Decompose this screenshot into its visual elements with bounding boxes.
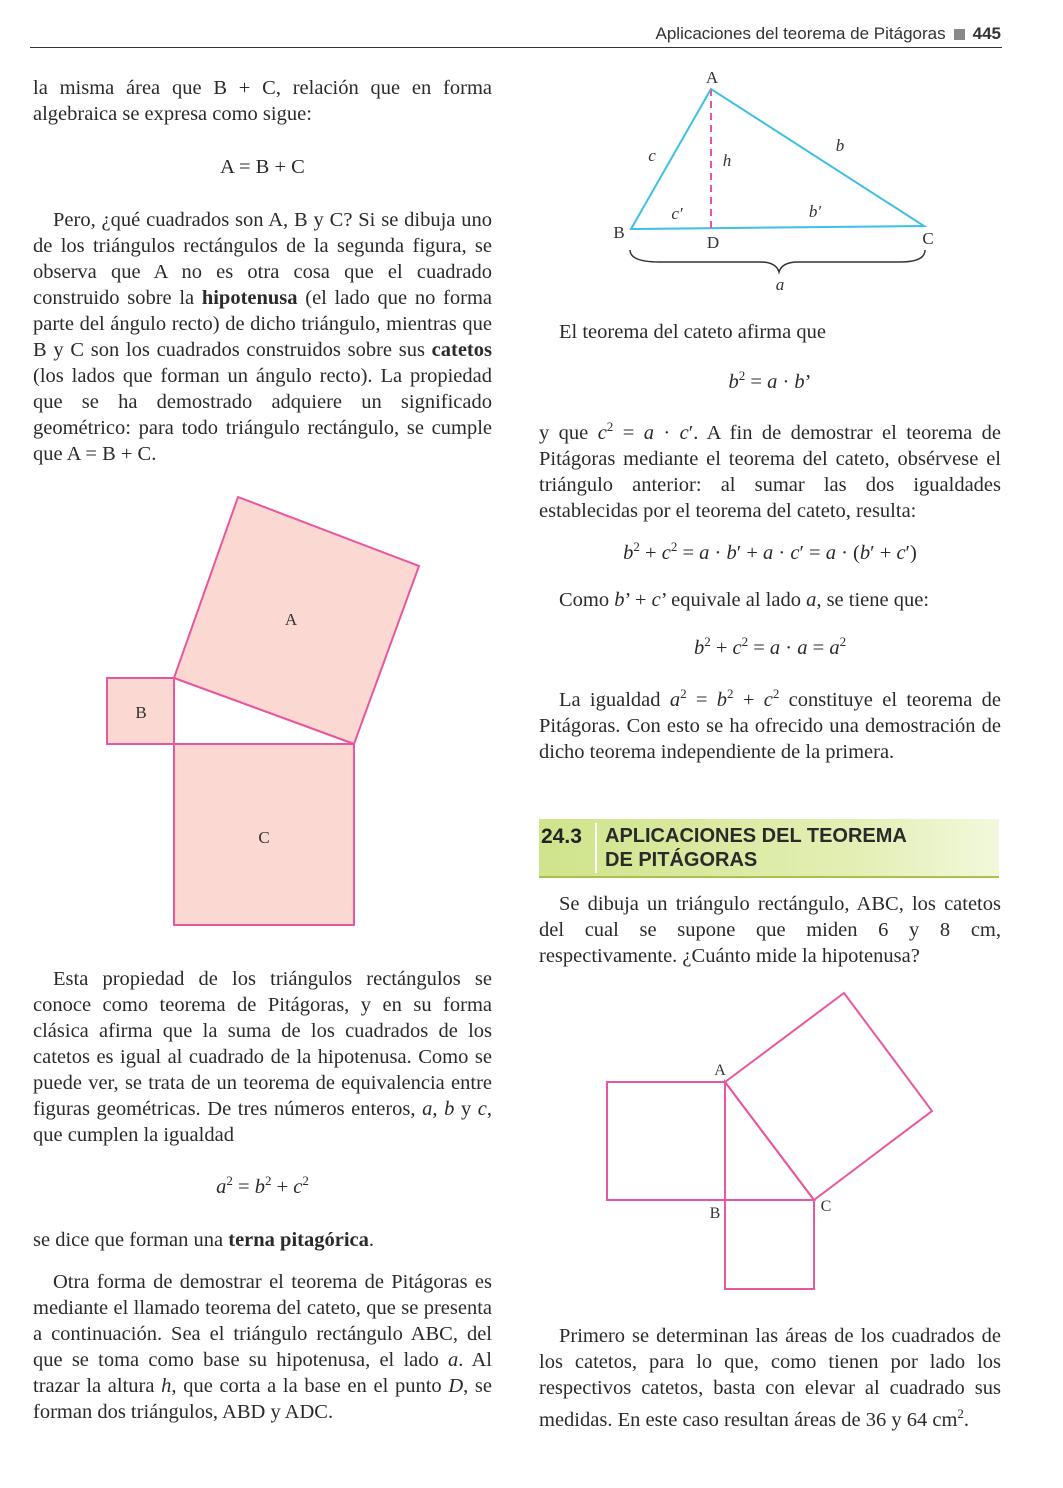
triangle-abc-small: [725, 1082, 814, 1200]
equation-a-bc: A = B + C: [220, 156, 305, 178]
section-title: [605, 824, 995, 872]
superscript: 2: [957, 1406, 964, 1421]
text-run: . A fin de demostrar el teorema de Pitágoras mediante el teorema del cateto, obsérvese el triángulo anterior: al sumar las dos igualdades establecidas por el teorema del cateto, resulta:: [539, 421, 1001, 522]
section-title-line-1: APLICACIONES DEL TEOREMA: [605, 825, 907, 847]
text-run: Otra forma de demostrar el teorema de Pitágoras es mediante el llamado teorema del cateto, que se presenta a continuación. Sea el triángulo rectángulo ABC, del que se toma como base su hipotenusa, el lado: [33, 1271, 492, 1371]
equation-cateto-b: $b^2 = a \cdot b$’: [728, 368, 812, 393]
paragraph-text: El teorema del cateto afirma que: [559, 321, 826, 343]
square-on-ab: [607, 1082, 725, 1200]
text-run: , se forman dos triángulos, ABD y ADC.: [33, 1375, 493, 1423]
label-A-small: A: [714, 1062, 726, 1079]
section-divider: [595, 823, 597, 873]
square-a-label: A: [284, 610, 298, 629]
text-run: Como: [559, 589, 615, 611]
text-run: .: [963, 1408, 970, 1431]
right-paragraph-4: [539, 681, 1001, 765]
text-run: equivale al lado: [666, 589, 807, 611]
square-c-label: C: [258, 828, 270, 847]
text-run: ,: [432, 1098, 445, 1120]
label-C: C: [922, 229, 934, 248]
figure-squares-abc: [100, 495, 430, 930]
label-b-prime: b′: [808, 202, 822, 221]
left-paragraph-4: [33, 1227, 492, 1253]
label-side-b: b: [835, 136, 845, 155]
paragraph-text: la misma área que B + C, relación que en forma algebraica se expresa como sigue:: [33, 77, 492, 125]
header-square-icon: [954, 29, 965, 40]
var-d: D: [448, 1375, 464, 1397]
text-run: , que cumplen la igualdad: [33, 1098, 493, 1146]
square-on-bc: [725, 1200, 814, 1289]
section-heading: [539, 819, 999, 878]
figure-squares-6-8: [600, 985, 945, 1295]
text-run: Pero, ¿qué cuadrados son A, B y C? Si se dibuja uno de los triángulos rectángulos de la segunda figura, se observa que A no es otra cosa que el cuadrado construido sobre la: [33, 209, 492, 309]
left-paragraph-3: [33, 966, 492, 1148]
label-A: A: [705, 68, 719, 87]
header-title: Aplicaciones del teorema de Pitágoras: [655, 24, 946, 43]
text-run: . Al trazar la altura: [33, 1349, 492, 1397]
section-number: 24.3: [541, 825, 582, 848]
square-on-hypotenuse: [725, 993, 932, 1200]
var-a: a: [422, 1098, 433, 1120]
text-run: constituye el teorema de Pitágoras. Con esto se ha ofrecido una demostración de dicho teorema independiente de la primera.: [539, 688, 1001, 763]
left-paragraph-1: [33, 75, 492, 127]
left-paragraph-5: [33, 1269, 492, 1425]
inline-eq-pythagoras: $a^2 = b^2 + c^2$: [669, 686, 780, 711]
label-B-small: B: [709, 1205, 721, 1222]
term-terna: terna pitagórica: [228, 1229, 369, 1251]
inline-eq-cateto-c: $c^2 = a \cdot c'$: [597, 419, 694, 444]
section-title-line-2: DE PITÁGORAS: [605, 849, 758, 871]
inline-b-plus-c: b’ + c’: [614, 589, 667, 611]
header-rule: [30, 47, 1002, 48]
label-a: a: [775, 275, 785, 294]
right-paragraph-3: [539, 587, 1001, 613]
square-b-label: B: [135, 703, 147, 722]
right-paragraph-5: [539, 891, 1001, 969]
equation-pythagoras: $a^2 = b^2 + c^2$: [216, 1173, 309, 1198]
term-hipotenusa: hipotenusa: [201, 287, 298, 309]
right-paragraph-1: [539, 319, 1001, 345]
text-run: Primero se determinan las áreas de los cuadrados de los catetos, para lo que, como tienen por lado los respectivos catetos, basta con elevar al cuadrado sus medidas. En este caso resultan áreas de 36 y 64 cm: [539, 1325, 1001, 1431]
running-header: [656, 24, 1002, 44]
var-b: b: [444, 1098, 455, 1120]
label-h: h: [722, 151, 732, 170]
equation-sum: $b^2 + c^2 = a \cdot b' + a \cdot c' = a \cdot (b' + c')$: [623, 539, 917, 564]
text-run: y: [454, 1098, 478, 1120]
text-run: Esta propiedad de los triángulos rectángulos se conoce como teorema de Pitágoras, y en su forma clásica afirma que la suma de los cuadrados de los catetos es igual al cuadrado de la hipotenusa. Como se puede ver, se trata de un teorema de equivalencia entre figuras geométricas. De tres números enteros,: [33, 968, 492, 1120]
var-a: a: [448, 1349, 459, 1371]
var-c: c: [477, 1098, 487, 1120]
var-a: a: [806, 589, 817, 611]
var-h: h: [161, 1375, 172, 1397]
brace-a: [630, 250, 925, 272]
equation-result: $b^2 + c^2 = a \cdot a = a^2$: [693, 634, 847, 659]
paragraph-text: Se dibuja un triángulo rectángulo, ABC, los catetos del cual se supone que miden 6 y 8 cm, respectivamente. ¿Cuánto mide la hipotenusa?: [539, 893, 1001, 967]
text-run: .: [368, 1229, 374, 1251]
right-paragraph-2: [539, 414, 1001, 524]
term-catetos: catetos: [431, 339, 492, 361]
label-side-c: c: [648, 146, 656, 165]
left-paragraph-2: [33, 207, 492, 467]
label-c-prime: c′: [671, 204, 683, 223]
label-C-small: C: [820, 1198, 832, 1215]
text-run: La igualdad: [559, 688, 670, 711]
label-B: B: [613, 223, 625, 242]
text-run: (el lado que no forma parte del ángulo recto) de dicho triángulo, mientras que B y C son los cuadrados construidos sobre sus: [33, 287, 492, 361]
text-run: , se tiene que:: [816, 589, 930, 611]
text-run: y que: [539, 421, 598, 444]
label-D: D: [706, 233, 720, 252]
figure-triangle-height: [600, 62, 950, 302]
right-paragraph-6: [539, 1323, 1001, 1433]
page-number: 445: [972, 24, 1001, 43]
text-run: se dice que forman una: [33, 1229, 229, 1251]
text-run: (los lados que forman un ángulo recto). La propiedad que se ha demostrado adquiere un significado geométrico: para todo triángulo rectángulo, se cumple que A = B + C.: [33, 365, 492, 465]
text-run: , que corta a la base en el punto: [171, 1375, 449, 1397]
